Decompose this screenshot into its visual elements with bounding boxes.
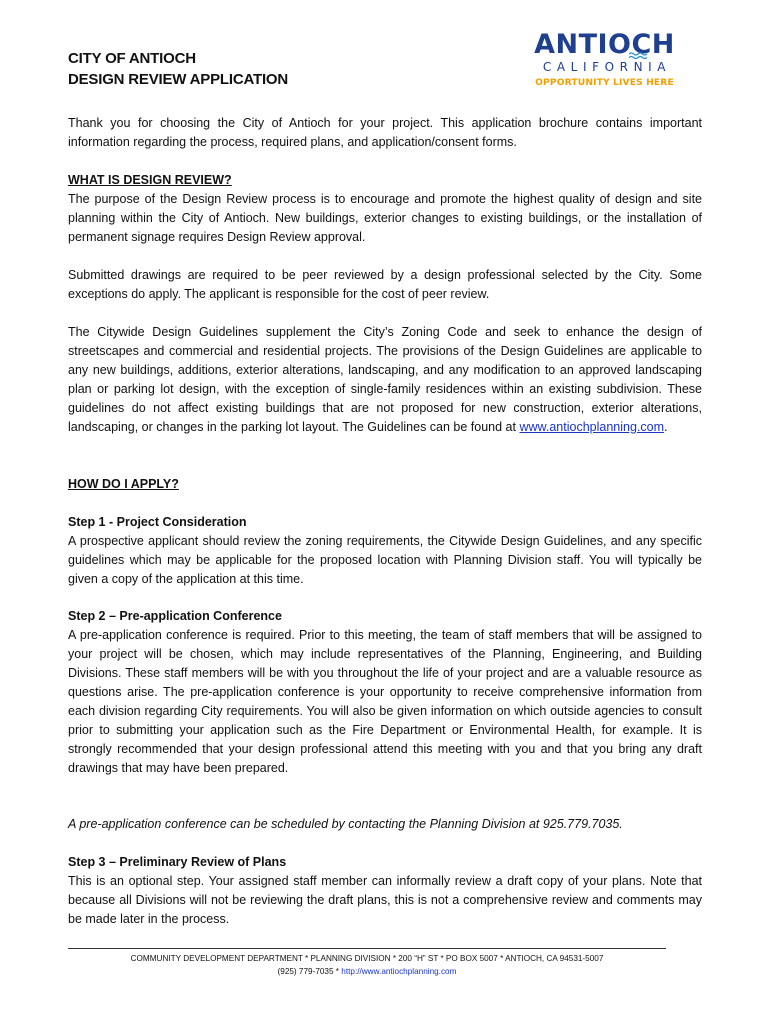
title-line-2: DESIGN REVIEW APPLICATION — [68, 71, 289, 88]
logo-state: CALIFORNIA — [542, 60, 672, 74]
document-title — [68, 48, 288, 90]
antioch-logo — [527, 30, 682, 92]
what-is-heading: WHAT IS DESIGN REVIEW? — [68, 173, 232, 187]
step-3-text: This is an optional step. Your assigned staff member can informally review a draft copy of your plans. Note that because all Divisions will not be reviewing the draft plans, this is not a comprehensive review and comments may be made later in the process. — [68, 874, 702, 926]
footer-phone: (925) 779-7035 * — [277, 967, 342, 976]
footer-url-link[interactable]: http://www.antiochplanning.com — [341, 967, 457, 976]
antiochplanning-link[interactable]: www.antiochplanning.com — [519, 420, 664, 434]
how-apply-heading-block — [68, 475, 702, 494]
footer-divider — [68, 948, 666, 949]
title-line-1: CITY OF ANTIOCH — [68, 50, 196, 67]
what-is-section — [68, 171, 702, 247]
step-1-title: Step 1 - Project Consideration — [68, 515, 247, 529]
logo-tagline: OPPORTUNITY LIVES HERE — [535, 77, 674, 88]
step-2-text: A pre-application conference is required. Prior to this meeting, the team of staff members that will be assigned to your project will be chosen, which may include representatives of the Planning, Engineering, and Building Divisions. These staff members will be with you throughout the life of your project and are a valuable resource as questions arise. The pre-application conference is your opportunity to receive comprehensive information from each division regarding City requirements. You will also be given information on which outside agencies to consult prior to submitting your application such as the Fire Department or Environmental Health, for example. It is strongly recommended that your design professional attend this meeting with you and that you bring any draft drawings that may have been prepared. — [68, 628, 702, 775]
intro-paragraph: Thank you for choosing the City of Antioch for your project. This application brochure contains important information regarding the process, required plans, and application/consent forms. — [68, 116, 702, 149]
step-2-title: Step 2 – Pre-application Conference — [68, 609, 282, 623]
step-3-title: Step 3 – Preliminary Review of Plans — [68, 855, 287, 869]
step-1-text: A prospective applicant should review the zoning requirements, the Citywide Design Guidelines, and any specific guidelines which may be applicable for the proposed location with Planning Division staff. You will typically be given a copy of the application at this time. — [68, 534, 702, 586]
peer-review-paragraph: Submitted drawings are required to be peer reviewed by a design professional selected by the City. Some exceptions do apply. The applicant is responsible for the cost of peer review. — [68, 268, 702, 301]
what-is-paragraph-1: The purpose of the Design Review process is to encourage and promote the highest quality of design and site planning within the City of Antioch. New buildings, exterior changes to existing buildings, or the installation of permanent signage requires Design Review approval. — [68, 192, 702, 244]
guidelines-text: The Citywide Design Guidelines supplement the City’s Zoning Code and seek to enhance the design of streetscapes and commercial and residential projects. The provisions of the Design Guidelines are applicable to any new buildings, additions, exterior alterations, landscaping, and any modification to an approved landscaping plan or parking lot design, with the exception of single-family residences within an existing subdivision. These guidelines do not affect existing buildings that are not proposed for new construction, exterior alterations, landscaping, or changes in the parking lot layout. The Guidelines can be found at — [68, 325, 702, 434]
guidelines-paragraph: The Citywide Design Guidelines supplement the City’s Zoning Code and seek to enhance the design of streetscapes and commercial and residential projects. The provisions of the Design Guidelines are applicable to any new buildings, additions, exterior alterations, landscaping, and any modification to an approved landscaping plan or parking lot design, with the exception of single-family residences within an existing subdivision. These guidelines do not affect existing buildings that are not proposed for new construction, exterior alterations, landscaping, or changes in the parking lot layout. The Guidelines can be found at www.antiochplanning.com. — [68, 325, 702, 434]
step-1 — [68, 513, 702, 589]
step-3 — [68, 853, 702, 929]
schedule-note: A pre-application conference can be scheduled by contacting the Planning Division at 925.779.7035. — [68, 817, 623, 831]
how-apply-heading: HOW DO I APPLY? — [68, 477, 179, 491]
footer-contact — [68, 965, 666, 978]
footer-address: COMMUNITY DEVELOPMENT DEPARTMENT * PLANNING DIVISION * 200 “H” ST * PO BOX 5007 * ANTIOCH, CA 94531-5007 — [130, 954, 604, 963]
logo-name: ANTIOCH — [534, 29, 675, 60]
step-2 — [68, 607, 702, 778]
